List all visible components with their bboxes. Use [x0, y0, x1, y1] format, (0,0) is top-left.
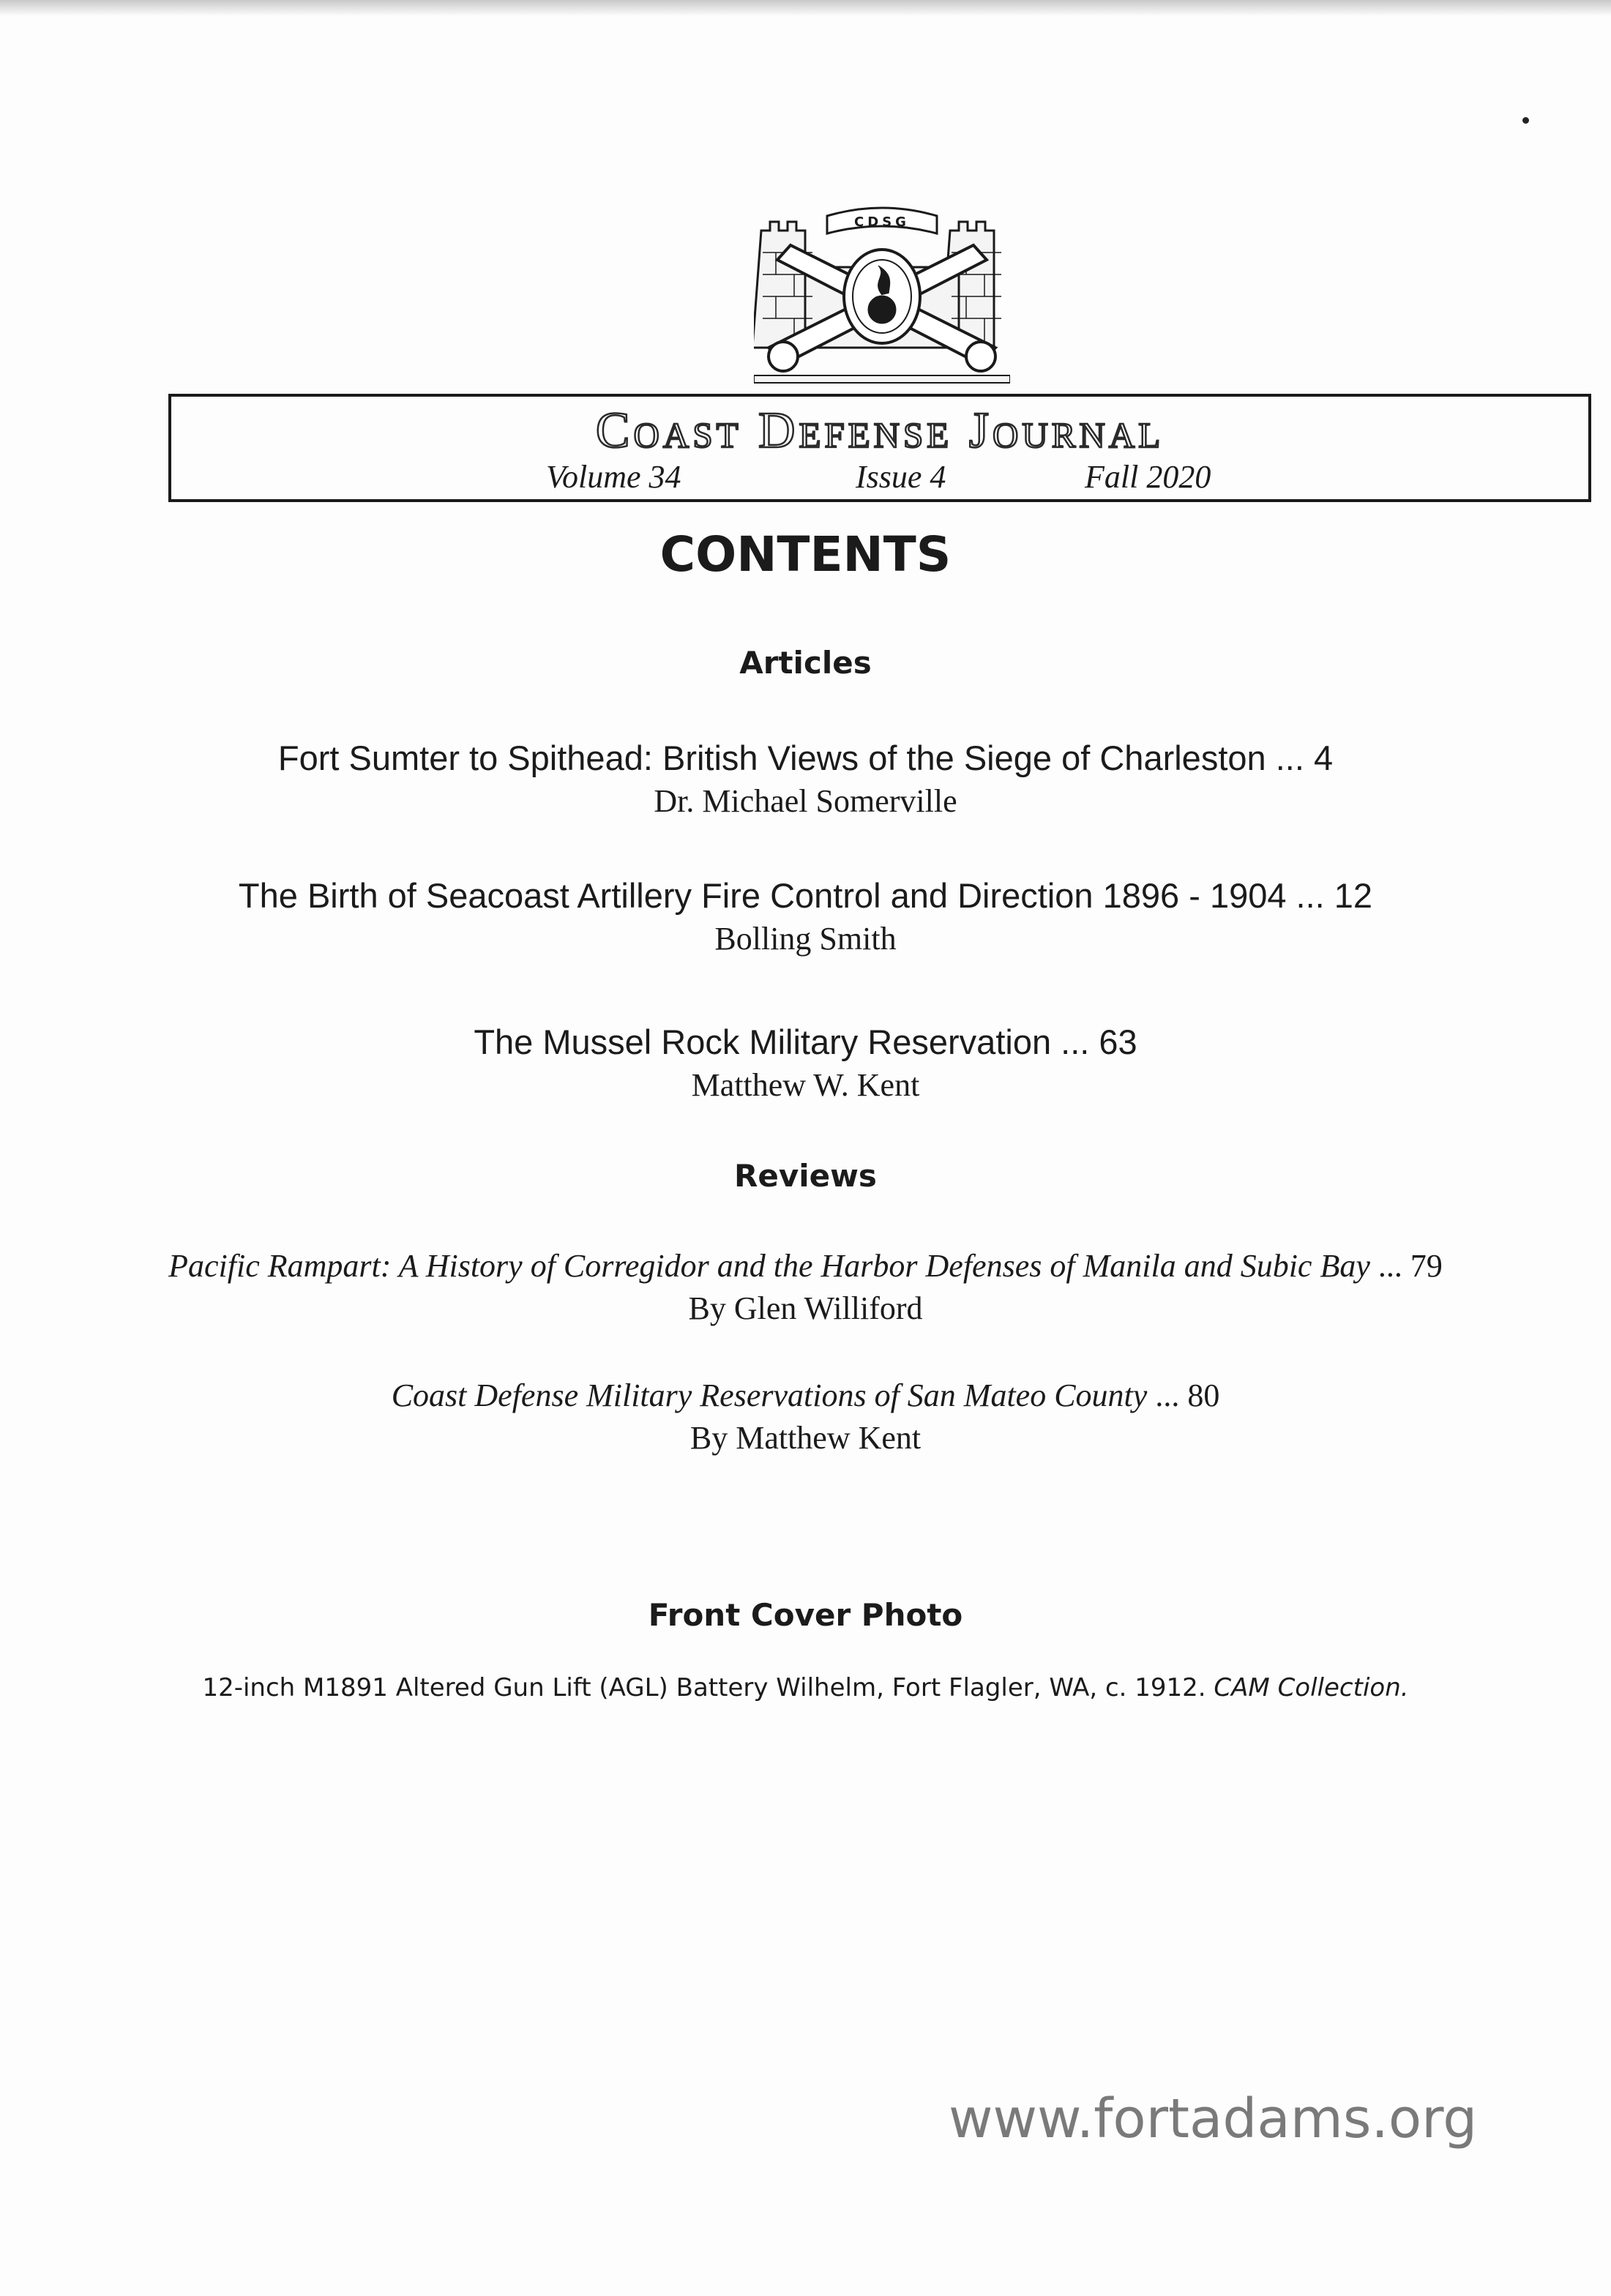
article-entry: [0, 738, 1611, 819]
review-book-title: Pacific Rampart: A History of Corregidor and the Harbor Defenses of Manila and Subic Bay: [168, 1248, 1370, 1284]
cdsg-emblem-logo: [754, 201, 1010, 390]
review-title-line: [0, 1377, 1611, 1413]
article-author: Dr. Michael Somerville: [654, 783, 957, 819]
article-entry: [0, 878, 1611, 955]
front-cover-heading: Front Cover Photo: [648, 1597, 963, 1633]
review-page: ... 79: [1369, 1248, 1443, 1284]
review-author: By Matthew Kent: [689, 1420, 922, 1456]
review-page: ... 80: [1147, 1377, 1220, 1413]
review-entry: [0, 1250, 1611, 1325]
scan-speck: [1522, 117, 1529, 124]
season-label: Fall 2020: [1085, 459, 1211, 495]
issue-label: Issue 4: [856, 459, 946, 495]
review-book-title: Coast Defense Military Reservations of San Mateo County: [391, 1377, 1148, 1413]
journal-title: Coast Defense Journal: [595, 403, 1165, 459]
articles-heading: Articles: [739, 645, 872, 681]
contents-title: CONTENTS: [659, 526, 952, 583]
article-title: Fort Sumter to Spithead: British Views of the Siege of Charleston ... 4: [277, 738, 1334, 777]
article-title: The Birth of Seacoast Artillery Fire Control and Direction 1896 - 1904 ... 12: [238, 876, 1373, 915]
cover-credit: CAM Collection.: [1214, 1673, 1409, 1702]
article-author: Bolling Smith: [714, 921, 897, 957]
article-title: The Mussel Rock Military Reservation ... 63: [474, 1022, 1137, 1061]
reviews-heading: Reviews: [734, 1158, 877, 1194]
review-title-line: [0, 1250, 1611, 1282]
masthead-box: [168, 394, 1591, 502]
scan-edge-shadow: [0, 0, 1611, 16]
emblem-banner-text: CDSG: [854, 214, 910, 230]
volume-label: Volume 34: [546, 459, 681, 495]
review-author: By Glen Williford: [688, 1290, 923, 1326]
article-author: Matthew W. Kent: [691, 1067, 920, 1103]
article-entry: [0, 1022, 1611, 1103]
front-cover-caption: [0, 1675, 1611, 1700]
watermark-url: www.fortadams.org: [949, 2087, 1478, 2150]
cover-caption-text: 12-inch M1891 Altered Gun Lift (AGL) Battery Wilhelm, Fort Flagler, WA, c. 1912.: [202, 1673, 1206, 1702]
review-entry: [0, 1377, 1611, 1456]
